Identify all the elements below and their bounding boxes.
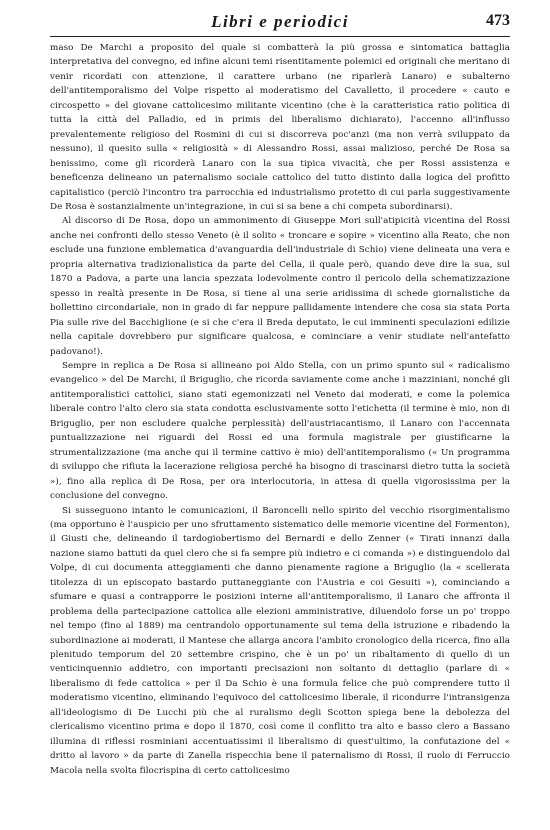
paragraph-continued: maso De Marchi a proposito del quale si combatterà la più grossa e sintomatica battaglia interpretativa del convegno, ed infine alcuni temi risentitamente polemici ed originali che meritano di venir ricordati con attenzione, il carattere urbano (ne riparlerà Lanaro) e subalterno dell'antitemporalismo del Volpe rispetto al moderatismo del Cavalletto, il procedere « cauto e circospetto » del giovane cattolicesimo militante vicentino (che è la caratteristica ratio politica di tutta la città del Palladio, ed in primis del liberalismo dichiarato), l'accenno all'influsso prevalentemente religioso del Rosmini di cui si discorreva poc'anzi (ma non verrà sviluppato da nessuno), il quesito sulla « religiosità » di Alessandro Rossi, assai malizioso, perché De Rosa sa benissimo, come gli ricorderà Lanaro con la sua tipica vivacità, che per Rossi assistenza e beneficenza delineano un paternalismo sociale cattolico del tutto distinto dalla logica del profitto capitalistico (perciò l'incontro tra parrocchia ed industrialismo protetto di cui parla suggestivamente De Rosa è sostanzialmente un'integrazione, in cui si sa bene a chi competa subordinarsi). bbox=[50, 43, 510, 212]
paragraph: Sempre in replica a De Rosa si allineano poi Aldo Stella, con un primo spunto sul « radicalismo evangelico » del De Marchi, il Briguglio, che ricorda saviamente come anche i mazziniani, nonché gli antitemporalistici cattolici, siano stati egemonizzati nel Veneto dai moderati, e come la polemica liberale contro l'alto clero sia stata condotta esclusivamente sotto l'etichetta (il termine è mio, non di Briguglio, per non escludere qualche perplessità) dell'austriacantismo, il Lanaro con l'accennata puntualizzazione nei riguardi del Rossi ed una formula magistrale per giustificarne la strumentalizzazione (ma anche qui il termine cattivo è mio) dell'antitemporalismo (« Un programma di sviluppo che rifiuta la lacerazione religiosa perché ha bisogno di trascinarsi dietro tutta la società »), fino alla replica di De Rosa, per ora interlocutoria, in attesa di quella vigorosissima per la conclusione del convegno. bbox=[50, 360, 510, 502]
page-header bbox=[50, 10, 510, 37]
page-number: 473 bbox=[486, 12, 510, 29]
body-text bbox=[50, 41, 510, 827]
running-title: Libri e periodici bbox=[211, 12, 349, 31]
paragraph: Al discorso di De Rosa, dopo un ammonimento di Giuseppe Mori sull'atipicità vicentina del Rossi anche nei confronti dello stesso Veneto (è il solito « troncare e sopire » vicentino alla Reato, che non esclude una funzione emblematica d'avanguardia dell'industriale di Schio) viene delineata una vera e propria alternativa tradizionalistica da parte del Cella, il quale però, quando deve dire la sua, sul 1870 a Padova, a parte una lancia spezzata lodevolmente contro il pericolo della schematizzazione spesso in realtà presente in De Rosa, si tiene al una serie aridissima di schede giornalistiche da bollettino circondariale, non in grado di far neppure pallidamente intendere che cosa sia stata Porta Pia sulle rive del Bacchiglione (e si che c'era il Breda deputato, le cui imminenti speculazioni edilizie nella capitale dovrebbero pur significare qualcosa, e cominciare a venir studiate nell'antefatto padovano!). bbox=[50, 216, 510, 357]
paragraph: Si susseguono intanto le comunicazioni, il Baroncelli nello spirito del vecchio risorgimentalismo (ma opportuno è l'auspicio per uno sfruttamento sistematico delle memorie vicentine del Formenton), il Giusti che, delineando il tardogiobertismo del Bernardi e dello Zenner (« Tirati innanzi dalla nazione siamo battuti da quel clero che si fa sempre più indietro e ci comanda ») e distinguendolo dal Volpe, di cui documenta atteggiamenti che danno pienamente ragione a Briguglio (la « scellerata titolezza di un episcopato bastardo puttaneggiante con l'Austria e coi Gesuiti »), cominciando a sfumare e quasi a contrapporre le posizioni interne all'antitemporalismo, il Lanaro che affronta il problema della partecipazione cattolica alle elezioni amministrative, diluendolo forse un po' troppo nel tempo (fino al 1889) ma centrandolo opportunamente sul tema della istruzione e ribadendo la subordinazione ai moderati, il Mantese che allarga ancora l'ambito cronologico della ricerca, fino alla plenitudo temporum del 20 settembre crispino, che è un po' un ribaltamento di quello di un venticinquennio addietro, con importanti precisazioni non soltanto di dettaglio (parlare di « liberalismo di fede cattolica » per il Da Schio è una formula felice che può comprendere tutto il moderatismo vicentino, eliminando l'equivoco del cattolicesimo liberale, il ricondurre l'intransigenza all'ideologismo di De Lucchi più che al ruralismo degli Scotton spiega bene la debolezza del clericalismo vicentino prima e dopo il 1870, così come il conflitto tra alto e basso clero a Bassano illumina di riflessi rosminiani accentuatissimi il liberalismo di quest'ultimo, la confutazione del « dritto al lavoro » da parte di Zanella rispecchia bene il paternalismo di Rossi, il ruolo di Ferruccio Macola nella svolta filocrispina di certo cattolicesimo bbox=[50, 505, 510, 776]
